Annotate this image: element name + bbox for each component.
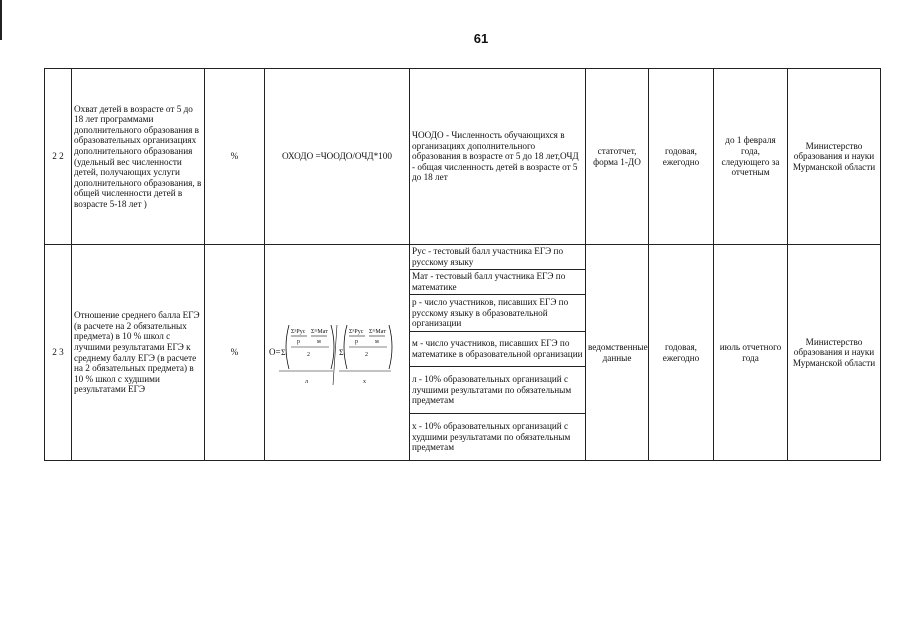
indicator-name: Охват детей в возрасте от 5 до 18 лет программами дополнительного образования в образовательных организациях дополнительного образования (удельный вес численности детей, получающих услуги дополнительного образования, в общей численности детей в возрасте 5-18 лет ) — [72, 69, 205, 245]
formula: ОХОДО =ЧООДО/ОЧД*100 — [265, 69, 410, 245]
row-number: 2 2 — [45, 69, 72, 245]
unit: % — [205, 69, 265, 245]
formula-sum-rus-2: ΣⁿРус — [349, 328, 364, 335]
formula-lead: O= — [269, 346, 281, 357]
deadline: июль отчетного года — [714, 245, 788, 461]
formula-two: 2 — [307, 351, 310, 358]
formula-two-2: 2 — [365, 351, 368, 358]
periodicity: годовая, ежегодно — [649, 69, 714, 245]
formula-sum-mat-2: ΣᵐМат — [369, 328, 386, 335]
formula-description: Мат - тестовый балл участника ЕГЭ по математике — [410, 270, 586, 295]
formula-description: м - число участников, писавших ЕГЭ по математике в образовательной организации — [410, 332, 586, 367]
formula-l: л — [305, 378, 308, 385]
formula — [265, 245, 410, 461]
formula-description: х - 10% образовательных организаций с худшими результатами по обязательным предметам — [410, 414, 586, 461]
indicator-name: Отношение среднего балла ЕГЭ (в расчете на 2 обязательных предмета) в 10 % школ с лучшими результатами ЕГЭ к среднему баллу ЕГЭ (в расчете на 2 обязательных предмета) в 10 % школ с худшими результатами ЕГЭ — [72, 245, 205, 461]
formula-sum-mat: ΣᵐМат — [311, 328, 328, 335]
formula-x: х — [363, 378, 366, 385]
formula-m: м — [317, 338, 321, 345]
table-row — [45, 245, 881, 270]
data-source: ведомственные данные — [586, 245, 649, 461]
formula-description: Рус - тестовый балл участника ЕГЭ по русскому языку — [410, 245, 586, 270]
unit: % — [205, 245, 265, 461]
responsible: Министерство образования и науки Мурманской области — [788, 69, 881, 245]
formula-p-2: р — [355, 338, 358, 345]
formula-image — [267, 317, 407, 389]
deadline: до 1 февраля года, следующего за отчетным — [714, 69, 788, 245]
formula-sigma: Σ — [281, 347, 286, 357]
page-number: 61 — [473, 31, 489, 46]
periodicity: годовая, ежегодно — [649, 245, 714, 461]
table-row — [45, 69, 881, 245]
formula-m-2: м — [375, 338, 379, 345]
formula-p: р — [297, 338, 300, 345]
formula-sum-rus: ΣⁿРус — [291, 328, 306, 335]
formula-description: ЧООДО - Численность обучающихся в организациях дополнительного образования в возрасте от 5 до 18 лет,ОЧД - общая численность детей в возрасте от 5 до 18 лет — [410, 69, 586, 245]
data-source: статотчет, форма 1-ДО — [586, 69, 649, 245]
formula-sigma-2: Σ — [339, 347, 344, 357]
indicators-table — [44, 68, 881, 461]
responsible: Министерство образования и науки Мурманской области — [788, 245, 881, 461]
formula-description: р - число участников, писавших ЕГЭ по русскому языку в образовательной организации — [410, 295, 586, 332]
formula-description: л - 10% образовательных организаций с лучшими результатами по обязательным предметам — [410, 367, 586, 414]
row-number: 2 3 — [45, 245, 72, 461]
